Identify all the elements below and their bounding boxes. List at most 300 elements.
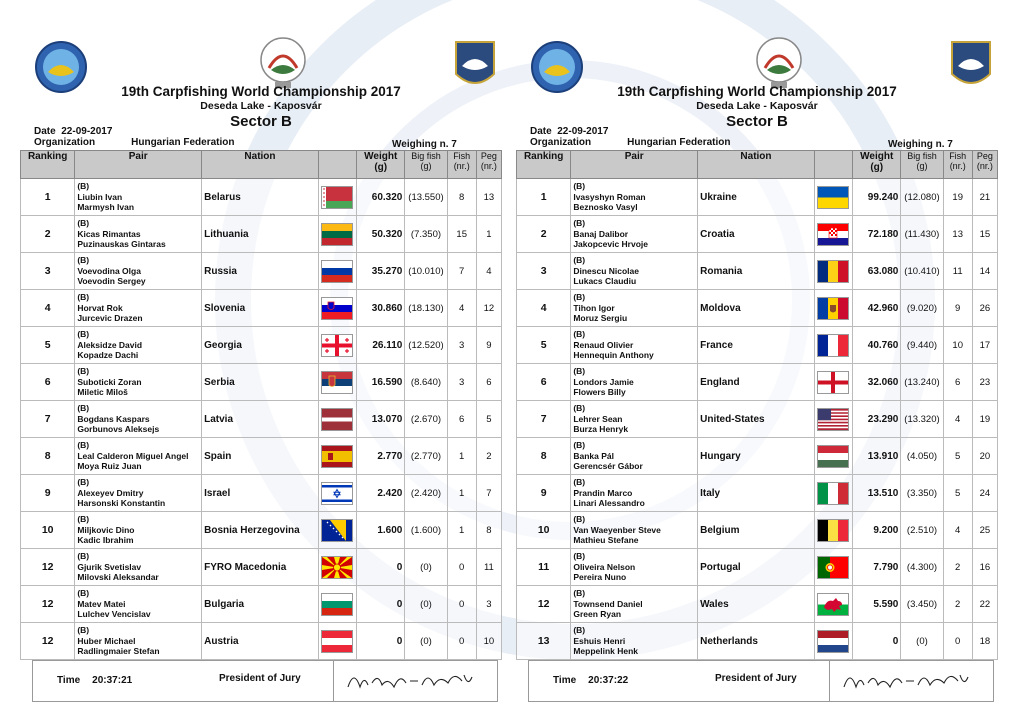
table-row bbox=[517, 290, 998, 327]
header-weight: Weight (g) bbox=[357, 151, 405, 179]
fish-count-cell: 7 bbox=[447, 253, 476, 290]
table-row bbox=[21, 512, 502, 549]
pair-cell bbox=[571, 475, 698, 512]
date-value: 22-09-2017 bbox=[61, 126, 113, 137]
fish-count-cell: 3 bbox=[447, 327, 476, 364]
bigfish-cell: (11.430) bbox=[901, 216, 943, 253]
angler-name: Linari Alessandro bbox=[573, 498, 645, 509]
pair-cell bbox=[571, 512, 698, 549]
table-row bbox=[517, 549, 998, 586]
bigfish-cell: (3.450) bbox=[901, 586, 943, 623]
results-table bbox=[516, 150, 998, 660]
peg-cell: 16 bbox=[972, 549, 997, 586]
venue-label: Deseda Lake - Kaposvár bbox=[200, 100, 322, 112]
pair-cell bbox=[75, 549, 202, 586]
sector-tag: (B) bbox=[573, 181, 586, 192]
header-ranking: Ranking bbox=[21, 151, 75, 179]
rank-cell: 9 bbox=[517, 475, 571, 512]
flag-cell bbox=[814, 216, 852, 253]
sector-tag: (B) bbox=[77, 255, 90, 266]
angler-name: Bogdans Kaspars bbox=[77, 413, 150, 424]
peg-cell: 13 bbox=[476, 179, 501, 216]
angler-name: Horvat Rok bbox=[77, 302, 123, 313]
president-of-jury-label: President of Jury bbox=[219, 673, 301, 684]
weight-cell: 30.860 bbox=[357, 290, 405, 327]
sector-tag: (B) bbox=[77, 440, 90, 451]
footer-box bbox=[528, 660, 994, 702]
angler-name: Lehrer Sean bbox=[573, 413, 623, 424]
slovenia-flag-icon bbox=[321, 297, 353, 320]
angler-name: Miletic Miloš bbox=[77, 387, 128, 398]
weighing-number: Weighing n. 7 bbox=[392, 139, 457, 150]
rank-cell: 10 bbox=[517, 512, 571, 549]
sector-tag: (B) bbox=[573, 292, 586, 303]
table-row bbox=[21, 623, 502, 660]
weight-cell: 13.510 bbox=[853, 475, 901, 512]
france-flag-icon bbox=[817, 334, 849, 357]
weight-cell: 50.320 bbox=[357, 216, 405, 253]
organization-line bbox=[530, 137, 730, 148]
angler-name: Moruz Sergiu bbox=[573, 313, 628, 324]
bigfish-cell: (4.050) bbox=[901, 438, 943, 475]
angler-name: Jurcevic Drazen bbox=[77, 313, 143, 324]
header-peg: Peg (nr.) bbox=[972, 151, 997, 179]
angler-name: Voevodina Olga bbox=[77, 265, 141, 276]
nation-cell: Lithuania bbox=[202, 216, 319, 253]
fish-count-cell: 5 bbox=[943, 475, 972, 512]
pair-cell bbox=[571, 586, 698, 623]
flag-cell bbox=[814, 364, 852, 401]
date-value: 22-09-2017 bbox=[557, 126, 609, 137]
fish-count-cell: 9 bbox=[943, 290, 972, 327]
championship-title: 19th Carpfishing World Championship 2017 bbox=[617, 84, 897, 99]
rank-cell: 12 bbox=[21, 623, 75, 660]
bigfish-cell: (13.550) bbox=[405, 179, 447, 216]
pair-cell bbox=[75, 216, 202, 253]
bigfish-cell: (0) bbox=[405, 549, 447, 586]
fish-count-cell: 2 bbox=[943, 586, 972, 623]
fish-count-cell: 2 bbox=[943, 549, 972, 586]
angler-name: Hennequin Anthony bbox=[573, 350, 654, 361]
championship-title: 19th Carpfishing World Championship 2017 bbox=[121, 84, 401, 99]
angler-name: Van Waeyenber Steve bbox=[573, 524, 661, 535]
angler-name: Burza Henryk bbox=[573, 424, 629, 435]
bigfish-cell: (13.240) bbox=[901, 364, 943, 401]
peg-cell: 9 bbox=[476, 327, 501, 364]
fish-count-cell: 4 bbox=[943, 512, 972, 549]
table-row bbox=[517, 438, 998, 475]
nation-cell: United-States bbox=[698, 401, 815, 438]
bigfish-cell: (9.440) bbox=[901, 327, 943, 364]
peg-cell: 24 bbox=[972, 475, 997, 512]
nation-cell: Moldova bbox=[698, 290, 815, 327]
flag-cell bbox=[318, 253, 356, 290]
table-row bbox=[21, 438, 502, 475]
nation-cell: Bosnia Herzegovina bbox=[202, 512, 319, 549]
weight-cell: 0 bbox=[853, 623, 901, 660]
pair-cell bbox=[571, 549, 698, 586]
angler-name: Liubin Ivan bbox=[77, 191, 123, 202]
rank-cell: 12 bbox=[517, 586, 571, 623]
rank-cell: 11 bbox=[517, 549, 571, 586]
peg-cell: 17 bbox=[972, 327, 997, 364]
peg-cell: 18 bbox=[972, 623, 997, 660]
angler-name: Radlingmaier Stefan bbox=[77, 646, 160, 657]
date-line bbox=[530, 126, 608, 137]
bigfish-cell: (3.350) bbox=[901, 475, 943, 512]
flag-cell bbox=[814, 327, 852, 364]
russia-flag-icon bbox=[321, 260, 353, 283]
sector-tag: (B) bbox=[573, 625, 586, 636]
sector-tag: (B) bbox=[77, 551, 90, 562]
rank-cell: 9 bbox=[21, 475, 75, 512]
bigfish-cell: (2.510) bbox=[901, 512, 943, 549]
peg-cell: 23 bbox=[972, 364, 997, 401]
hungary-flag-icon bbox=[817, 445, 849, 468]
sector-tag: (B) bbox=[573, 514, 586, 525]
pair-cell bbox=[571, 290, 698, 327]
table-row bbox=[21, 586, 502, 623]
angler-name: Eshuis Henri bbox=[573, 635, 626, 646]
angler-name: Moya Ruiz Juan bbox=[77, 461, 142, 472]
flag-cell bbox=[814, 586, 852, 623]
federation-logo bbox=[256, 30, 310, 92]
rank-cell: 12 bbox=[21, 586, 75, 623]
belarus-flag-icon bbox=[321, 186, 353, 209]
bulgaria-flag-icon bbox=[321, 593, 353, 616]
angler-name: Beznosko Vasyl bbox=[573, 202, 638, 213]
fish-count-cell: 8 bbox=[447, 179, 476, 216]
results-sheet-left bbox=[20, 0, 502, 724]
table-row bbox=[21, 549, 502, 586]
sector-tag: (B) bbox=[77, 625, 90, 636]
bigfish-cell: (0) bbox=[405, 623, 447, 660]
rank-cell: 4 bbox=[21, 290, 75, 327]
table-row bbox=[21, 327, 502, 364]
pair-cell bbox=[571, 179, 698, 216]
italy-flag-icon bbox=[817, 482, 849, 505]
bigfish-cell: (12.520) bbox=[405, 327, 447, 364]
croatia-flag-icon bbox=[817, 223, 849, 246]
serbia-flag-icon bbox=[321, 371, 353, 394]
header-ranking: Ranking bbox=[517, 151, 571, 179]
fish-count-cell: 4 bbox=[943, 401, 972, 438]
flag-cell bbox=[814, 401, 852, 438]
flag-cell bbox=[318, 179, 356, 216]
angler-name: Marmysh Ivan bbox=[77, 202, 135, 213]
date-label: Date bbox=[34, 126, 56, 137]
pair-cell bbox=[571, 216, 698, 253]
header-nation: Nation bbox=[698, 151, 815, 179]
angler-name: Townsend Daniel bbox=[573, 598, 643, 609]
jury-signature bbox=[344, 665, 474, 697]
pair-cell bbox=[75, 327, 202, 364]
fish-count-cell: 11 bbox=[943, 253, 972, 290]
flag-cell bbox=[814, 290, 852, 327]
bigfish-cell: (13.320) bbox=[901, 401, 943, 438]
angler-name: Milovski Aleksandar bbox=[77, 572, 159, 583]
flag-cell bbox=[814, 512, 852, 549]
fish-count-cell: 0 bbox=[447, 623, 476, 660]
nation-cell: Slovenia bbox=[202, 290, 319, 327]
table-row bbox=[517, 364, 998, 401]
weight-cell: 2.770 bbox=[357, 438, 405, 475]
peg-cell: 26 bbox=[972, 290, 997, 327]
peg-cell: 11 bbox=[476, 549, 501, 586]
netherlands-flag-icon bbox=[817, 630, 849, 653]
angler-name: Lukacs Claudiu bbox=[573, 276, 637, 287]
nation-cell: Latvia bbox=[202, 401, 319, 438]
bigfish-cell: (2.770) bbox=[405, 438, 447, 475]
nation-cell: Belgium bbox=[698, 512, 815, 549]
rank-cell: 5 bbox=[21, 327, 75, 364]
header-pair: Pair bbox=[571, 151, 698, 179]
fish-count-cell: 0 bbox=[447, 586, 476, 623]
sector-tag: (B) bbox=[77, 477, 90, 488]
table-row bbox=[21, 290, 502, 327]
bigfish-cell: (10.410) bbox=[901, 253, 943, 290]
pair-cell bbox=[75, 512, 202, 549]
weight-cell: 60.320 bbox=[357, 179, 405, 216]
weight-cell: 23.290 bbox=[853, 401, 901, 438]
portugal-flag-icon bbox=[817, 556, 849, 579]
bosnia-flag-icon bbox=[321, 519, 353, 542]
fish-count-cell: 6 bbox=[943, 364, 972, 401]
angler-name: Puzinauskas Gintaras bbox=[77, 239, 166, 250]
weight-cell: 1.600 bbox=[357, 512, 405, 549]
nation-cell: Italy bbox=[698, 475, 815, 512]
rank-cell: 1 bbox=[21, 179, 75, 216]
weight-cell: 16.590 bbox=[357, 364, 405, 401]
peg-cell: 4 bbox=[476, 253, 501, 290]
nation-cell: Ukraine bbox=[698, 179, 815, 216]
lithuania-flag-icon bbox=[321, 223, 353, 246]
table-row bbox=[21, 216, 502, 253]
table-row bbox=[517, 216, 998, 253]
sector-tag: (B) bbox=[573, 329, 586, 340]
angler-name: Renaud Olivier bbox=[573, 339, 634, 350]
pair-cell bbox=[75, 475, 202, 512]
nation-cell: FYRO Macedonia bbox=[202, 549, 319, 586]
sector-tag: (B) bbox=[77, 329, 90, 340]
angler-name: Banka Pál bbox=[573, 450, 614, 461]
weight-cell: 72.180 bbox=[853, 216, 901, 253]
angler-name: Suboticki Zoran bbox=[77, 376, 142, 387]
pair-cell bbox=[75, 586, 202, 623]
weight-cell: 0 bbox=[357, 586, 405, 623]
pair-cell bbox=[571, 401, 698, 438]
footer-box bbox=[32, 660, 498, 702]
rank-cell: 4 bbox=[517, 290, 571, 327]
weight-cell: 0 bbox=[357, 623, 405, 660]
fish-count-cell: 1 bbox=[447, 438, 476, 475]
angler-name: Mathieu Stefane bbox=[573, 535, 639, 546]
bigfish-cell: (12.080) bbox=[901, 179, 943, 216]
bigfish-cell: (4.300) bbox=[901, 549, 943, 586]
sector-tag: (B) bbox=[77, 588, 90, 599]
moldova-flag-icon bbox=[817, 297, 849, 320]
bigfish-cell: (10.010) bbox=[405, 253, 447, 290]
sector-tag: (B) bbox=[77, 218, 90, 229]
header-bigfish: Big fish (g) bbox=[901, 151, 943, 179]
sector-tag: (B) bbox=[573, 551, 586, 562]
weight-cell: 0 bbox=[357, 549, 405, 586]
angler-name: Kicas Rimantas bbox=[77, 228, 141, 239]
fish-count-cell: 0 bbox=[447, 549, 476, 586]
peg-cell: 19 bbox=[972, 401, 997, 438]
header-flag bbox=[318, 151, 356, 179]
nation-cell: France bbox=[698, 327, 815, 364]
table-header-row bbox=[517, 151, 998, 179]
flag-cell bbox=[814, 253, 852, 290]
sector-tag: (B) bbox=[573, 255, 586, 266]
date-label: Date bbox=[530, 126, 552, 137]
flag-cell bbox=[814, 549, 852, 586]
rank-cell: 13 bbox=[517, 623, 571, 660]
organization-value: Hungarian Federation bbox=[627, 137, 731, 148]
fish-count-cell: 6 bbox=[447, 401, 476, 438]
flag-cell bbox=[318, 512, 356, 549]
organization-label: Organization bbox=[34, 137, 96, 148]
peg-cell: 3 bbox=[476, 586, 501, 623]
spain-flag-icon bbox=[321, 445, 353, 468]
sector-tag: (B) bbox=[573, 218, 586, 229]
table-header-row bbox=[21, 151, 502, 179]
nation-cell: Spain bbox=[202, 438, 319, 475]
angler-name: Gerencsér Gábor bbox=[573, 461, 643, 472]
header-weight: Weight (g) bbox=[853, 151, 901, 179]
rank-cell: 8 bbox=[21, 438, 75, 475]
sector-tag: (B) bbox=[573, 403, 586, 414]
rank-cell: 2 bbox=[21, 216, 75, 253]
angler-name: Meppelink Henk bbox=[573, 646, 639, 657]
bigfish-cell: (7.350) bbox=[405, 216, 447, 253]
bigfish-cell: (1.600) bbox=[405, 512, 447, 549]
pair-cell bbox=[571, 253, 698, 290]
fish-count-cell: 15 bbox=[447, 216, 476, 253]
fish-count-cell: 13 bbox=[943, 216, 972, 253]
header-fish: Fish (nr.) bbox=[943, 151, 972, 179]
fish-count-cell: 1 bbox=[447, 475, 476, 512]
nation-cell: England bbox=[698, 364, 815, 401]
rank-cell: 1 bbox=[517, 179, 571, 216]
sector-tag: (B) bbox=[77, 366, 90, 377]
israel-flag-icon bbox=[321, 482, 353, 505]
angler-name: Matev Matei bbox=[77, 598, 126, 609]
pair-cell bbox=[75, 179, 202, 216]
angler-name: Aleksidze David bbox=[77, 339, 143, 350]
bigfish-cell: (2.670) bbox=[405, 401, 447, 438]
angler-name: Kadic Ibrahim bbox=[77, 535, 134, 546]
time-value: 20:37:22 bbox=[588, 675, 629, 686]
angler-name: Lulchev Vencislav bbox=[77, 609, 151, 620]
table-row bbox=[517, 512, 998, 549]
president-of-jury-label: President of Jury bbox=[715, 673, 797, 684]
flag-cell bbox=[814, 475, 852, 512]
time-line bbox=[57, 675, 132, 686]
angler-name: Jakopcevic Hrvoje bbox=[573, 239, 648, 250]
time-value: 20:37:21 bbox=[92, 675, 133, 686]
rank-cell: 10 bbox=[21, 512, 75, 549]
peg-cell: 5 bbox=[476, 401, 501, 438]
angler-name: Alexeyev Dmitry bbox=[77, 487, 144, 498]
bigfish-cell: (0) bbox=[405, 586, 447, 623]
sector-title: Sector B bbox=[726, 113, 788, 130]
angler-name: Voevodin Sergey bbox=[77, 276, 146, 287]
header-peg: Peg (nr.) bbox=[476, 151, 501, 179]
pair-cell bbox=[75, 253, 202, 290]
pair-cell bbox=[75, 401, 202, 438]
nation-cell: Wales bbox=[698, 586, 815, 623]
angler-name: Green Ryan bbox=[573, 609, 622, 620]
weighing-number: Weighing n. 7 bbox=[888, 139, 953, 150]
fish-count-cell: 3 bbox=[447, 364, 476, 401]
angler-name: Londors Jamie bbox=[573, 376, 634, 387]
fish-count-cell: 4 bbox=[447, 290, 476, 327]
angler-name: Leal Calderon Miguel Angel bbox=[77, 450, 189, 461]
fish-count-cell: 10 bbox=[943, 327, 972, 364]
fish-count-cell: 19 bbox=[943, 179, 972, 216]
angler-name: Oliveira Nelson bbox=[573, 561, 636, 572]
weight-cell: 5.590 bbox=[853, 586, 901, 623]
table-row bbox=[517, 586, 998, 623]
angler-name: Ivasyshyn Roman bbox=[573, 191, 646, 202]
table-row bbox=[517, 401, 998, 438]
weight-cell: 7.790 bbox=[853, 549, 901, 586]
peg-cell: 22 bbox=[972, 586, 997, 623]
angler-name: Dinescu Nicolae bbox=[573, 265, 639, 276]
table-row bbox=[21, 364, 502, 401]
time-label: Time bbox=[57, 675, 81, 686]
georgia-flag-icon bbox=[321, 334, 353, 357]
fish-count-cell: 1 bbox=[447, 512, 476, 549]
angler-name: Flowers Billy bbox=[573, 387, 626, 398]
angler-name: Banaj Dalibor bbox=[573, 228, 629, 239]
peg-cell: 15 bbox=[972, 216, 997, 253]
fish-count-cell: 5 bbox=[943, 438, 972, 475]
bigfish-cell: (18.130) bbox=[405, 290, 447, 327]
signature-box bbox=[829, 661, 994, 701]
organization-value: Hungarian Federation bbox=[131, 137, 235, 148]
sector-tag: (B) bbox=[573, 588, 586, 599]
organization-label: Organization bbox=[530, 137, 592, 148]
rank-cell: 5 bbox=[517, 327, 571, 364]
bigfish-cell: (2.420) bbox=[405, 475, 447, 512]
angler-name: Pereira Nuno bbox=[573, 572, 627, 583]
flag-cell bbox=[318, 290, 356, 327]
results-sheet-right bbox=[516, 0, 998, 724]
rank-cell: 8 bbox=[517, 438, 571, 475]
table-row bbox=[21, 179, 502, 216]
peg-cell: 25 bbox=[972, 512, 997, 549]
table-row bbox=[517, 253, 998, 290]
organization-line bbox=[34, 137, 234, 148]
latvia-flag-icon bbox=[321, 408, 353, 431]
peg-cell: 21 bbox=[972, 179, 997, 216]
results-table bbox=[20, 150, 502, 660]
venue-label: Deseda Lake - Kaposvár bbox=[696, 100, 818, 112]
angler-name: Kopadze Dachi bbox=[77, 350, 139, 361]
nation-cell: Austria bbox=[202, 623, 319, 660]
sector-tag: (B) bbox=[573, 477, 586, 488]
nation-cell: Portugal bbox=[698, 549, 815, 586]
pair-cell bbox=[571, 623, 698, 660]
nation-cell: Croatia bbox=[698, 216, 815, 253]
weight-cell: 35.270 bbox=[357, 253, 405, 290]
nation-cell: Belarus bbox=[202, 179, 319, 216]
angler-name: Harsonski Konstantin bbox=[77, 498, 166, 509]
rank-cell: 7 bbox=[517, 401, 571, 438]
